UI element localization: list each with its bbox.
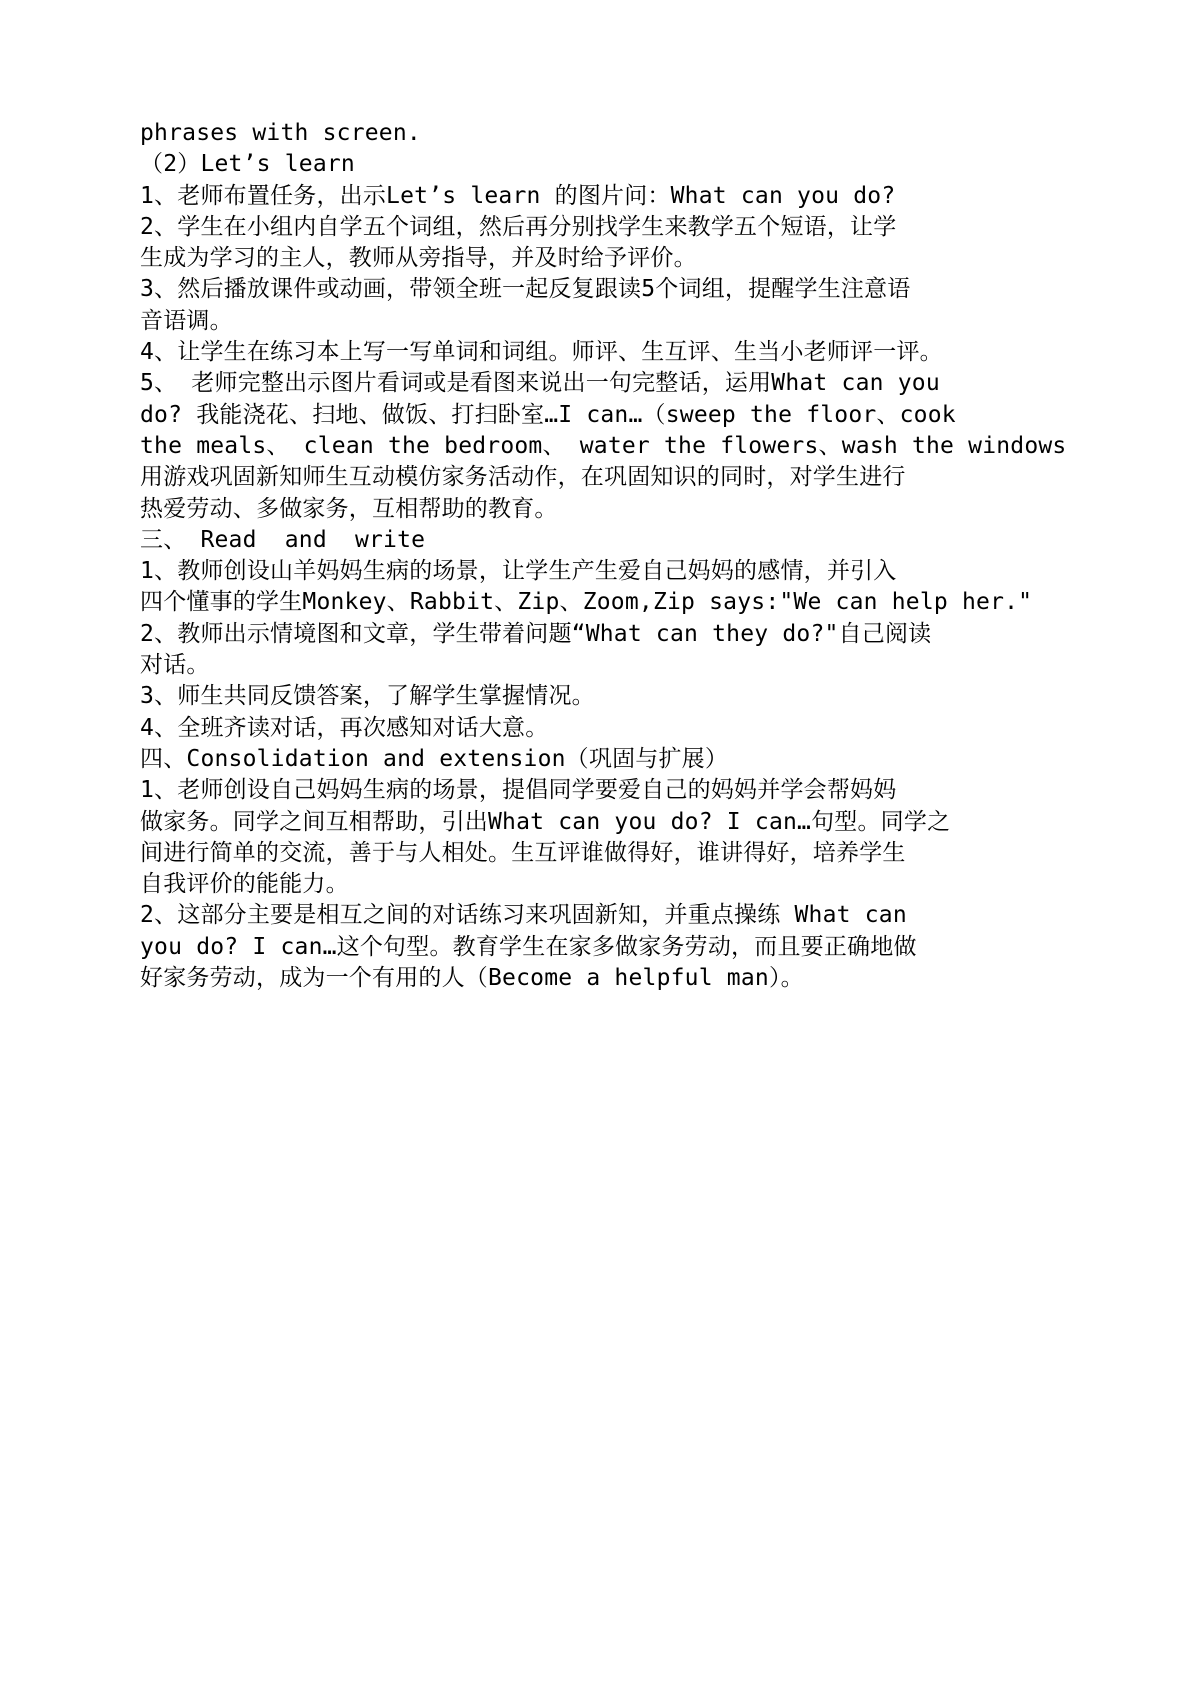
text-line: 5、 老师完整出示图片看词或是看图来说出一句完整话，运用What can you (140, 370, 940, 397)
text-line: 做家务。同学之间互相帮助，引出What can you do? I can…句型。同学之 (140, 808, 951, 835)
text-line: 4、全班齐读对话，再次感知对话大意。 (140, 714, 549, 741)
text-line: phrases with screen. (140, 120, 421, 146)
text-line: 用游戏巩固新知师生互动模仿家务活动作，在巩固知识的同时，对学生进行 (140, 464, 906, 491)
text-line: do? 我能浇花、扫地、做饭、打扫卧室…I can…（sweep the floor、cook (140, 401, 956, 428)
section-heading-lets-learn: （2）Let’s learn (140, 151, 355, 178)
text-line: 对话。 (140, 652, 210, 679)
text-line: you do? I can…这个句型。教育学生在家多做家务劳动，而且要正确地做 (140, 933, 917, 960)
text-line: 生成为学习的主人，教师从旁指导，并及时给予评价。 (140, 245, 697, 272)
text-line: 1、老师创设自己妈妈生病的场景，提倡同学要爱自己的妈妈并学会帮妈妈 (140, 777, 897, 804)
text-line: 好家务劳动，成为一个有用的人（Become a helpful man）。 (140, 965, 804, 992)
text-line: 音语调。 (140, 307, 233, 334)
text-line: 四个懂事的学生Monkey、Rabbit、Zip、Zoom,Zip says:"We can help her." (140, 589, 1033, 616)
text-line: 2、学生在小组内自学五个词组，然后再分别找学生来教学五个短语，让学 (140, 213, 897, 240)
text-line: the meals、 clean the bedroom、 water the flowers、wash the windows (140, 432, 1067, 459)
text-line: 间进行简单的交流，善于与人相处。生互评谁做得好，谁讲得好，培养学生 (140, 839, 906, 866)
text-line: 热爱劳动、多做家务，互相帮助的教育。 (140, 495, 558, 522)
text-line: 1、老师布置任务，出示Let’s learn 的图片问：What can you do? (140, 182, 896, 209)
text-line: 3、然后播放课件或动画，带领全班一起反复跟读5个词组，提醒学生注意语 (140, 276, 911, 303)
section-heading-consolidation: 四、Consolidation and extension（巩固与扩展） (140, 745, 729, 772)
text-line: 2、教师出示情境图和文章，学生带着问题“What can they do?"自己阅读 (140, 620, 932, 647)
text-line: 3、师生共同反馈答案，了解学生掌握情况。 (140, 683, 595, 710)
text-line: 2、这部分主要是相互之间的对话练习来巩固新知，并重点操练 What can (140, 902, 907, 929)
text-line: 自我评价的能能力。 (140, 871, 349, 898)
text-line: 1、教师创设山羊妈妈生病的场景，让学生产生爱自己妈妈的感情，并引入 (140, 558, 897, 585)
document-body (140, 118, 1067, 994)
text-line: 4、让学生在练习本上写一写单词和词组。师评、生互评、生当小老师评一评。 (140, 339, 943, 366)
section-heading-read-and-write: 三、 Read and write (140, 526, 426, 553)
